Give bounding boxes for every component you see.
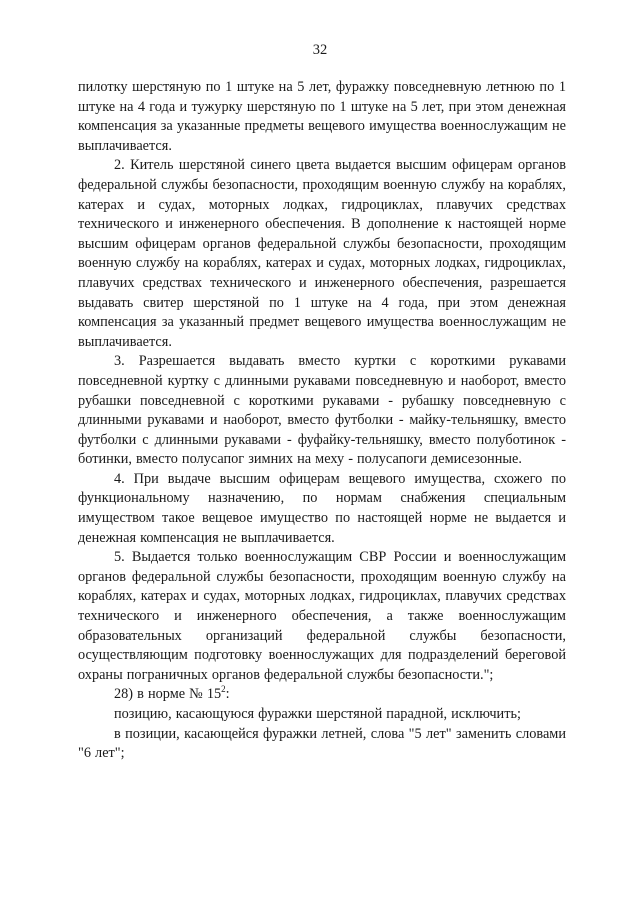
paragraph-item-4: 4. При выдаче высшим офицерам вещевого имущества, схожего по функциональному назначению, по нормам снабжения специальным имуществом такое вещевое имущество по настоящей норме не выдается и денежная компенсация не выплачивается.	[78, 470, 566, 546]
paragraph-exclude-position: позицию, касающуюся фуражки шерстяной парадной, исключить;	[114, 706, 521, 722]
paragraph-item-2: 2. Китель шерстяной синего цвета выдается высшим офицерам органов федеральной службы безопасности, проходящим военную службу на кораблях, катерах и судах, моторных лодках, гидроциклах, плавучих средствах технического и инженерного обеспечения. В дополнение к настоящей норме высшим офицерам органов федеральной службы безопасности, проходящим военную службу на кораблях, катерах и судах, моторных лодках, гидроциклах, плавучих средствах технического и инженерного обеспечения, разрешается выдавать свитер шерстяной по 1 штуке на 4 года, при этом денежная компенсация за указанный предмет вещевого имущества военнослужащим не выплачивается.	[78, 157, 566, 350]
footnote-superscript: 2	[221, 684, 226, 695]
paragraph-item-28	[78, 685, 566, 705]
paragraph-continuation: пилотку шерстяную по 1 штуке на 5 лет, фуражку повседневную летнюю по 1 штуке на 4 года и тужурку шерстяную по 1 штуке на 5 лет, при этом денежная компенсация за указанные предметы вещевого имущества военнослужащим не выплачивается.	[78, 79, 566, 154]
page-number: 32	[312, 42, 328, 58]
paragraph-item-3: 3. Разрешается выдавать вместо куртки с короткими рукавами повседневной куртку с длинными рукавами повседневную и наоборот, вместо рубашки повседневной с короткими рукавами - рубашку повседневную с длинными рукавами и наоборот, вместо футболки - майку-тельняшку, вместо футболки с длинными рукавами - фуфайку-тельняшку, вместо полуботинок - ботинки, вместо полусапог зимних на меху - полусапоги демисезонные.	[78, 353, 566, 468]
document-body	[78, 78, 566, 764]
paragraph-item-5: 5. Выдается только военнослужащим СВР России и военнослужащим органов федеральной службы безопасности, проходящим военную службу на кораблях, катерах и судах, моторных лодках, гидроциклах, плавучих средствах технического и инженерного обеспечения, а также военнослужащим образовательных организаций федеральной службы безопасности, осуществляющим подготовку военнослужащих для подразделений береговой охраны пограничных органов федеральной службы безопасности.";	[78, 549, 566, 683]
item-28-colon: :	[225, 686, 230, 703]
item-28-text: 28) в норме № 15	[114, 686, 222, 703]
paragraph-replace-words: в позиции, касающейся фуражки летней, слова "5 лет" заменить словами "6 лет";	[78, 725, 566, 762]
